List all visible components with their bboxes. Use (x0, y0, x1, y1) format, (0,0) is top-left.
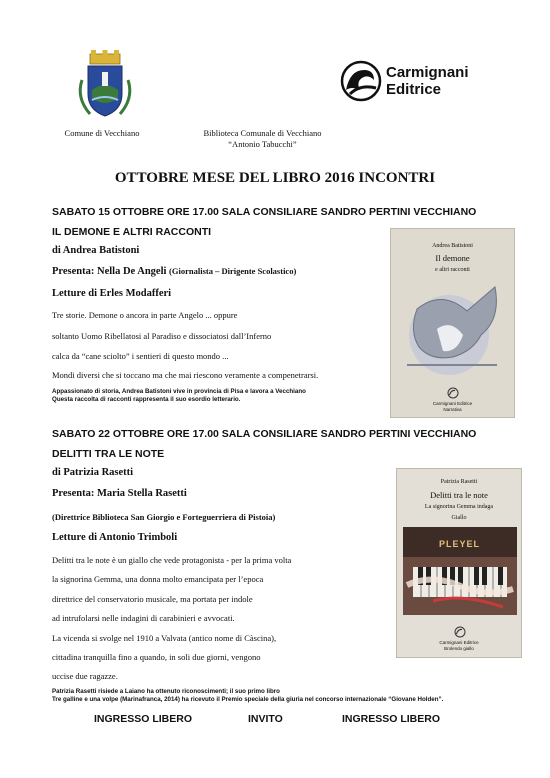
event2-heading: SABATO 22 OTTOBRE ORE 17.00 SALA CONSILIARE SANDRO PERTINI VECCHIANO (52, 428, 477, 440)
event1-note-line: Questa raccolta di racconti rappresenta il suo esordio letterario. (52, 396, 241, 403)
footer-free-entry-right: INGRESSO LIBERO (342, 713, 441, 725)
footer-invitation: INVITO (248, 713, 283, 725)
event2-description-line: la signorina Gemma, una donna molto emancipata per l’epoca (52, 574, 264, 584)
event2-note-line: Patrizia Rasetti risiede a Laiano ha ottenuto riconoscimenti; il suo primo libro (52, 688, 280, 695)
cover1-publisher (391, 401, 514, 413)
publisher-name (386, 64, 469, 98)
footer-free-entry-left: INGRESSO LIBERO (94, 713, 193, 725)
event2-presenter: Presenta: Maria Stella Rasetti (52, 488, 187, 499)
event2-description-line: ad intrufolarsi nelle indagini di carabinieri e avvocati. (52, 613, 235, 623)
event1-book-cover (390, 228, 515, 418)
cover2-piano-brand: PLEYEL (439, 539, 481, 549)
cover2-genre: Giallo (451, 515, 467, 521)
cover1-publisher-series: Narrativa (443, 407, 462, 412)
event2-presenter-role: (Direttrice Biblioteca San Giorgio e Forteguerriera di Pistoia) (52, 512, 276, 522)
page-title: OTTOBRE MESE DEL LIBRO 2016 INCONTRI (114, 170, 436, 186)
cover2-publisher-icon (454, 626, 466, 638)
cover1-gargoyle-illustration (397, 279, 509, 379)
publisher-name-line1: Carmignani (386, 64, 469, 81)
biblioteca-name: Biblioteca Comunale di Vecchiano (203, 128, 322, 138)
cover2-publisher-series: Brolendo giallo (444, 646, 474, 651)
event1-description-line: Tre storie. Demone o ancora in parte Angelo ... oppure (52, 310, 238, 320)
comune-caption: Comune di Vecchiano (64, 128, 140, 138)
cover2-author: Patrizia Rasetti (440, 479, 478, 485)
event2-description-line: uccise due ragazze. (52, 671, 118, 681)
event1-author: di Andrea Batistoni (52, 245, 140, 256)
event1-description-line: Mondi diversi che si toccano ma che mai riescono veramente a compenetrarsi. (52, 370, 319, 380)
cover1-subtitle: e altri racconti (435, 267, 470, 273)
biblioteca-dedication: “Antonio Tabucchi” (228, 139, 297, 149)
cover2-publisher-name: Carmignani Editrice (439, 640, 479, 645)
event1-heading: SABATO 15 OTTOBRE ORE 17.00 SALA CONSILIARE SANDRO PERTINI VECCHIANO (52, 206, 477, 218)
event1-description-line: soltanto Uomo Ribellatosi al Paradiso e dissociatosi dall’Inferno (52, 331, 272, 341)
event2-author: di Patrizia Rasetti (52, 467, 134, 478)
cover2-title: Delitti tra le note (430, 490, 488, 500)
cover1-publisher-icon (447, 387, 459, 399)
cover1-title: Il demone (435, 253, 470, 263)
event2-readings: Letture di Antonio Trimboli (52, 532, 178, 543)
cover1-author: Andrea Batistoni (432, 243, 473, 249)
event1-book-title: IL DEMONE E ALTRI RACCONTI (52, 226, 212, 238)
biblioteca-caption (170, 128, 355, 150)
cover2-subtitle: La signorina Gemma indaga (424, 504, 494, 510)
event2-description-line: cittadina tranquilla fino a quando, in soli due giorni, vengono (52, 652, 261, 662)
event1-presenter-name: Presenta: Nella De Angeli (52, 266, 167, 277)
event2-description-line: Delitti tra le note è un giallo che vede protagonista - per la prima volta (52, 555, 292, 565)
cover2-publisher (397, 640, 521, 652)
event2-book-cover (396, 468, 522, 658)
comune-crest-logo (74, 50, 136, 120)
event1-presenter-role: (Giornalista – Dirigente Scolastico) (169, 266, 297, 276)
event1-note-line: Appassionato di storia, Andrea Batistoni vive in provincia di Pisa e lavora a Vecchiano (52, 388, 306, 395)
event2-description-line: direttrice del conservatorio musicale, ma portata per indole (52, 594, 253, 604)
event2-description-line: La vicenda si svolge nel 1910 a Valvata (antico nome di Càscina), (52, 633, 277, 643)
event1-presenter (52, 266, 296, 277)
event2-book-title: DELITTI TRA LE NOTE (52, 448, 165, 460)
event1-description-line: calca da “cane sciolto” i sentieri di questo mondo ... (52, 351, 229, 361)
event1-readings: Letture di Erles Modafferi (52, 288, 172, 299)
event2-note-line: Tre galline e una volpe (Marinafranca, 2014) ha ricevuto il Premio speciale della giuria nel concorso internazionale “Giovane Holden”. (52, 696, 444, 703)
publisher-name-line2: Editrice (386, 81, 442, 98)
publisher-wave-logo (340, 60, 382, 102)
event2-author-note (52, 688, 443, 704)
cover1-publisher-name: Carmignani Editrice (432, 401, 473, 406)
event1-author-note (52, 388, 306, 404)
